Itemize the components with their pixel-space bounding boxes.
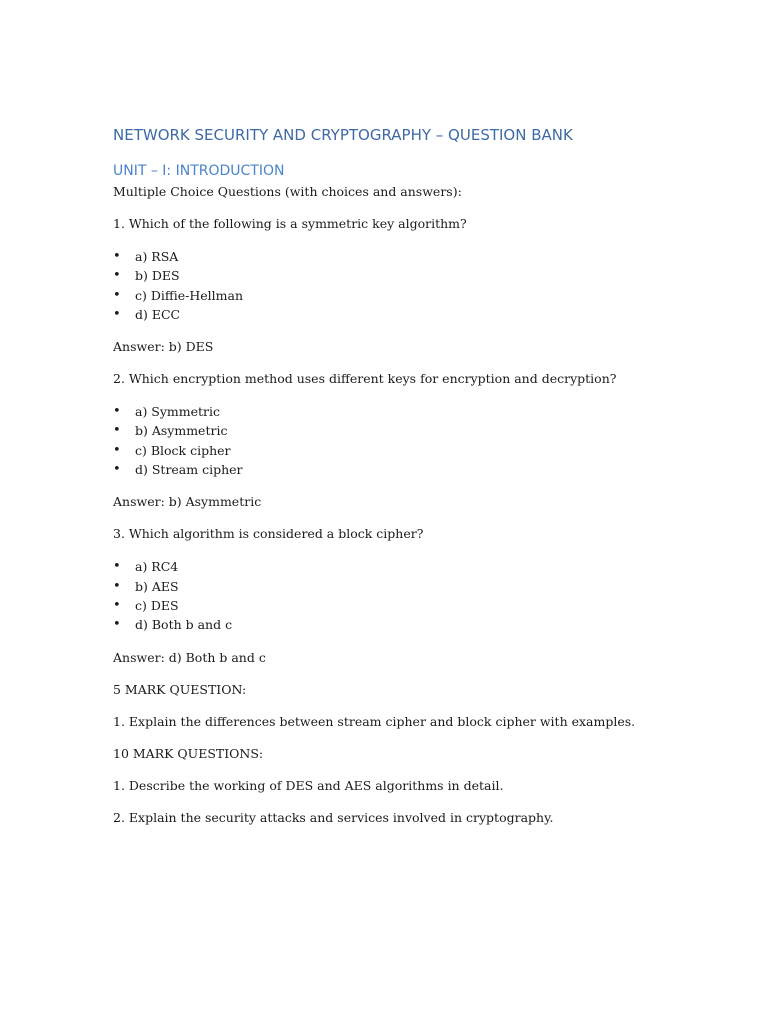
bullet-icon: •: [113, 597, 121, 613]
choice-text: a) Symmetric: [135, 404, 221, 420]
mcq-answer: Answer: b) DES: [113, 339, 214, 355]
mcq-question: 1. Which of the following is a symmetric key algorithm?: [113, 216, 467, 231]
bullet-icon: •: [113, 462, 121, 478]
choice-list: [113, 557, 713, 634]
choice-text: d) Stream cipher: [135, 462, 243, 478]
choice-text: b) Asymmetric: [135, 423, 228, 439]
choice-list: [113, 247, 713, 324]
mcq-intro: Multiple Choice Questions (with choices and answers):: [113, 184, 462, 199]
choice-text: c) DES: [135, 597, 179, 613]
bullet-icon: •: [113, 423, 121, 439]
choice-text: c) Diffie-Hellman: [135, 287, 244, 303]
choice-text: b) DES: [135, 268, 180, 284]
choice-item: [113, 615, 713, 634]
mcq-question: 2. Which encryption method uses different keys for encryption and decryption?: [113, 371, 617, 387]
ten-mark-question: 1. Describe the working of DES and AES algorithms in detail.: [113, 777, 504, 793]
mcq-block: [113, 370, 713, 511]
choice-item: [113, 305, 713, 324]
bullet-icon: •: [113, 404, 121, 420]
ten-mark-question: 2. Explain the security attacks and services involved in cryptography.: [113, 809, 554, 825]
choice-item: [113, 402, 713, 421]
choice-item: [113, 460, 713, 479]
mcq-block: [113, 525, 713, 666]
bullet-icon: •: [113, 268, 121, 284]
choice-item: [113, 286, 713, 305]
choice-text: b) AES: [135, 578, 179, 594]
choice-item: [113, 577, 713, 596]
choice-item: [113, 266, 713, 285]
choice-text: c) Block cipher: [135, 442, 231, 458]
five-mark-question: 1. Explain the differences between stream cipher and block cipher with examples.: [113, 713, 636, 729]
choice-text: d) ECC: [135, 306, 181, 322]
bullet-icon: •: [113, 578, 121, 594]
bullet-icon: •: [113, 287, 121, 303]
ten-mark-heading: 10 MARK QUESTIONS:: [113, 745, 264, 761]
mcq-block: [113, 215, 713, 356]
bullet-icon: •: [113, 442, 121, 458]
choice-item: [113, 596, 713, 615]
choice-list: [113, 402, 713, 479]
five-mark-heading: 5 MARK QUESTION:: [113, 681, 247, 697]
choice-item: [113, 421, 713, 440]
choice-text: a) RSA: [135, 249, 179, 264]
mcq-answer: Answer: b) Asymmetric: [113, 494, 262, 510]
bullet-icon: •: [113, 617, 121, 633]
choice-item: [113, 247, 713, 266]
choice-item: [113, 557, 713, 576]
choice-text: a) RC4: [135, 559, 179, 575]
document-title: NETWORK SECURITY AND CRYPTOGRAPHY – QUESTION BANK: [113, 126, 573, 144]
mcq-answer: Answer: d) Both b and c: [113, 649, 266, 665]
choice-item: [113, 441, 713, 460]
bullet-icon: •: [113, 559, 121, 575]
unit-heading: UNIT – I: INTRODUCTION: [113, 163, 285, 179]
choice-text: d) Both b and c: [135, 617, 233, 633]
document-body: [113, 125, 713, 841]
bullet-icon: •: [113, 249, 121, 264]
bullet-icon: •: [113, 306, 121, 322]
mcq-question: 3. Which algorithm is considered a block cipher?: [113, 526, 424, 542]
